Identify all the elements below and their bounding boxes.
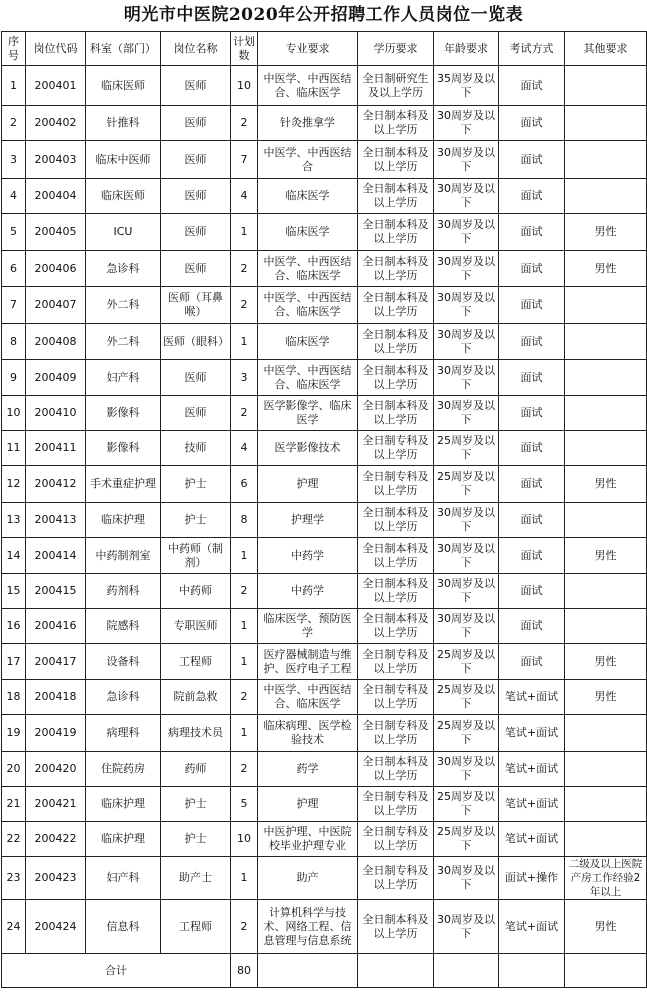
- row-no: 23: [2, 857, 26, 900]
- header-num: 计划数: [231, 32, 258, 66]
- row-exam: 笔试+面试: [499, 715, 565, 752]
- row-major: 中医学、中西医结合: [258, 141, 358, 179]
- total-empty-cell: [499, 954, 565, 988]
- table-row: [2, 857, 647, 900]
- row-post: 医师: [161, 106, 231, 141]
- row-major: 针灸推拿学: [258, 106, 358, 141]
- row-post: 工程师: [161, 644, 231, 680]
- row-age: 30周岁及以下: [434, 857, 499, 900]
- row-num: 2: [231, 900, 258, 954]
- row-num: 2: [231, 752, 258, 787]
- row-edu: 全日制本科及以上学历: [358, 106, 434, 141]
- total-empty-cell: [258, 954, 358, 988]
- row-other: [565, 324, 647, 360]
- row-major: 医疗器械制造与维护、医疗电子工程: [258, 644, 358, 680]
- row-dept: ICU: [86, 214, 161, 251]
- row-major: 护理: [258, 466, 358, 503]
- row-num: 3: [231, 360, 258, 396]
- table-row: [2, 752, 647, 787]
- row-major: 临床医学: [258, 179, 358, 214]
- row-num: 5: [231, 787, 258, 822]
- row-post: 护士: [161, 503, 231, 538]
- row-other: [565, 822, 647, 857]
- row-age: 25周岁及以下: [434, 822, 499, 857]
- row-post: 医师: [161, 66, 231, 106]
- row-no: 6: [2, 251, 26, 287]
- header-edu: 学历要求: [358, 32, 434, 66]
- row-dept: 针推科: [86, 106, 161, 141]
- row-num: 1: [231, 214, 258, 251]
- row-age: 25周岁及以下: [434, 466, 499, 503]
- row-edu: 全日制本科及以上学历: [358, 287, 434, 324]
- row-dept: 手术重症护理: [86, 466, 161, 503]
- row-edu: 全日制专科及以上学历: [358, 715, 434, 752]
- row-age: 30周岁及以下: [434, 179, 499, 214]
- row-major: 临床医学: [258, 324, 358, 360]
- row-no: 14: [2, 538, 26, 574]
- row-exam: 面试: [499, 466, 565, 503]
- row-num: 7: [231, 141, 258, 179]
- total-empty-cell: [358, 954, 434, 988]
- row-other: [565, 106, 647, 141]
- row-exam: 面试: [499, 396, 565, 431]
- row-exam: 面试: [499, 287, 565, 324]
- row-num: 2: [231, 106, 258, 141]
- row-edu: 全日制专科及以上学历: [358, 466, 434, 503]
- row-major: 护理: [258, 787, 358, 822]
- row-dept: 临床医师: [86, 179, 161, 214]
- row-major: 医学影像学、临床医学: [258, 396, 358, 431]
- table-row: [2, 900, 647, 954]
- row-no: 5: [2, 214, 26, 251]
- row-num: 10: [231, 822, 258, 857]
- row-major: 中医学、中西医结合、临床医学: [258, 680, 358, 715]
- row-dept: 影像科: [86, 396, 161, 431]
- row-edu: 全日制本科及以上学历: [358, 214, 434, 251]
- row-dept: 外二科: [86, 324, 161, 360]
- row-exam: 笔试+面试: [499, 680, 565, 715]
- row-exam: 面试: [499, 644, 565, 680]
- row-edu: 全日制本科及以上学历: [358, 900, 434, 954]
- row-age: 25周岁及以下: [434, 715, 499, 752]
- row-age: 30周岁及以下: [434, 106, 499, 141]
- row-age: 25周岁及以下: [434, 680, 499, 715]
- row-exam: 面试: [499, 574, 565, 609]
- row-major: 医学影像技术: [258, 431, 358, 466]
- row-no: 4: [2, 179, 26, 214]
- row-edu: 全日制专科及以上学历: [358, 787, 434, 822]
- row-num: 1: [231, 715, 258, 752]
- row-post: 中药师: [161, 574, 231, 609]
- row-post: 技师: [161, 431, 231, 466]
- row-no: 24: [2, 900, 26, 954]
- row-exam: 面试: [499, 324, 565, 360]
- table-row: [2, 396, 647, 431]
- row-exam: 面试: [499, 609, 565, 644]
- row-post: 医师: [161, 179, 231, 214]
- header-other: 其他要求: [565, 32, 647, 66]
- row-dept: 妇产科: [86, 857, 161, 900]
- row-post: 医师: [161, 141, 231, 179]
- row-edu: 全日制研究生及以上学历: [358, 66, 434, 106]
- row-edu: 全日制专科及以上学历: [358, 857, 434, 900]
- row-post: 助产士: [161, 857, 231, 900]
- row-no: 18: [2, 680, 26, 715]
- row-dept: 病理科: [86, 715, 161, 752]
- row-age: 30周岁及以下: [434, 538, 499, 574]
- row-num: 2: [231, 680, 258, 715]
- row-other: [565, 574, 647, 609]
- row-other: [565, 141, 647, 179]
- table-row: [2, 431, 647, 466]
- total-empty-cell: [565, 954, 647, 988]
- row-no: 10: [2, 396, 26, 431]
- row-dept: 中药制剂室: [86, 538, 161, 574]
- row-major: 中医学、中西医结合、临床医学: [258, 251, 358, 287]
- row-major: 中医学、中西医结合、临床医学: [258, 66, 358, 106]
- row-code: 200411: [26, 431, 86, 466]
- row-age: 30周岁及以下: [434, 503, 499, 538]
- row-edu: 全日制专科及以上学历: [358, 680, 434, 715]
- row-no: 11: [2, 431, 26, 466]
- row-code: 200420: [26, 752, 86, 787]
- row-num: 1: [231, 609, 258, 644]
- row-major: 药学: [258, 752, 358, 787]
- row-edu: 全日制本科及以上学历: [358, 324, 434, 360]
- header-post: 岗位名称: [161, 32, 231, 66]
- row-exam: 面试: [499, 179, 565, 214]
- row-no: 22: [2, 822, 26, 857]
- row-dept: 临床护理: [86, 822, 161, 857]
- table-row: [2, 179, 647, 214]
- row-code: 200402: [26, 106, 86, 141]
- table-row: [2, 787, 647, 822]
- row-dept: 设备科: [86, 644, 161, 680]
- header-age: 年龄要求: [434, 32, 499, 66]
- table-row: [2, 644, 647, 680]
- table-row: [2, 251, 647, 287]
- row-major: 计算机科学与技术、网络工程、信息管理与信息系统: [258, 900, 358, 954]
- row-dept: 急诊科: [86, 680, 161, 715]
- row-dept: 药剂科: [86, 574, 161, 609]
- row-post: 院前急救: [161, 680, 231, 715]
- row-code: 200404: [26, 179, 86, 214]
- row-major: 中医学、中西医结合、临床医学: [258, 287, 358, 324]
- row-no: 21: [2, 787, 26, 822]
- total-row: [2, 954, 647, 988]
- header-dept: 科室（部门）: [86, 32, 161, 66]
- row-dept: 外二科: [86, 287, 161, 324]
- row-no: 13: [2, 503, 26, 538]
- row-other: [565, 66, 647, 106]
- row-code: 200408: [26, 324, 86, 360]
- row-age: 25周岁及以下: [434, 431, 499, 466]
- row-code: 200413: [26, 503, 86, 538]
- row-edu: 全日制本科及以上学历: [358, 396, 434, 431]
- row-age: 35周岁及以下: [434, 66, 499, 106]
- table-row: [2, 214, 647, 251]
- table-row: [2, 822, 647, 857]
- row-age: 30周岁及以下: [434, 574, 499, 609]
- row-exam: 面试: [499, 503, 565, 538]
- header-row: [2, 32, 647, 66]
- row-num: 8: [231, 503, 258, 538]
- row-post: 护士: [161, 787, 231, 822]
- table-row: [2, 287, 647, 324]
- row-edu: 全日制专科及以上学历: [358, 431, 434, 466]
- row-num: 2: [231, 574, 258, 609]
- row-age: 30周岁及以下: [434, 251, 499, 287]
- table-row: [2, 609, 647, 644]
- row-code: 200424: [26, 900, 86, 954]
- table-row: [2, 360, 647, 396]
- row-exam: 笔试+面试: [499, 752, 565, 787]
- row-no: 7: [2, 287, 26, 324]
- row-other: [565, 609, 647, 644]
- row-code: 200421: [26, 787, 86, 822]
- table-row: [2, 574, 647, 609]
- row-no: 2: [2, 106, 26, 141]
- row-num: 2: [231, 287, 258, 324]
- row-exam: 面试: [499, 106, 565, 141]
- row-no: 12: [2, 466, 26, 503]
- row-major: 中药学: [258, 538, 358, 574]
- row-other: [565, 715, 647, 752]
- row-num: 1: [231, 324, 258, 360]
- row-exam: 面试: [499, 360, 565, 396]
- row-other: 男性: [565, 538, 647, 574]
- row-dept: 急诊科: [86, 251, 161, 287]
- row-num: 6: [231, 466, 258, 503]
- row-other: [565, 431, 647, 466]
- row-post: 工程师: [161, 900, 231, 954]
- row-post: 医师: [161, 396, 231, 431]
- row-code: 200407: [26, 287, 86, 324]
- table-row: [2, 715, 647, 752]
- row-edu: 全日制本科及以上学历: [358, 141, 434, 179]
- table-row: [2, 106, 647, 141]
- row-age: 30周岁及以下: [434, 752, 499, 787]
- row-age: 30周岁及以下: [434, 287, 499, 324]
- row-no: 16: [2, 609, 26, 644]
- row-edu: 全日制本科及以上学历: [358, 538, 434, 574]
- row-post: 医师（耳鼻喉）: [161, 287, 231, 324]
- row-other: 二级及以上医院产房工作经验2年以上: [565, 857, 647, 900]
- row-no: 20: [2, 752, 26, 787]
- row-no: 15: [2, 574, 26, 609]
- row-no: 19: [2, 715, 26, 752]
- row-post: 医师（眼科）: [161, 324, 231, 360]
- table-body: [2, 66, 647, 988]
- row-code: 200409: [26, 360, 86, 396]
- row-num: 1: [231, 538, 258, 574]
- row-exam: 笔试+面试: [499, 822, 565, 857]
- row-other: [565, 396, 647, 431]
- header-code: 岗位代码: [26, 32, 86, 66]
- row-code: 200415: [26, 574, 86, 609]
- row-age: 25周岁及以下: [434, 644, 499, 680]
- row-age: 30周岁及以下: [434, 324, 499, 360]
- row-major: 中医护理、中医院校毕业护理专业: [258, 822, 358, 857]
- row-post: 医师: [161, 360, 231, 396]
- table-row: [2, 466, 647, 503]
- row-exam: 面试: [499, 538, 565, 574]
- row-exam: 笔试+面试: [499, 787, 565, 822]
- row-dept: 临床中医师: [86, 141, 161, 179]
- row-edu: 全日制本科及以上学历: [358, 574, 434, 609]
- row-post: 护士: [161, 466, 231, 503]
- row-edu: 全日制本科及以上学历: [358, 179, 434, 214]
- row-other: 男性: [565, 644, 647, 680]
- row-code: 200416: [26, 609, 86, 644]
- row-edu: 全日制专科及以上学历: [358, 644, 434, 680]
- row-age: 25周岁及以下: [434, 787, 499, 822]
- row-other: [565, 360, 647, 396]
- row-code: 200418: [26, 680, 86, 715]
- row-no: 8: [2, 324, 26, 360]
- row-post: 药师: [161, 752, 231, 787]
- row-major: 临床医学: [258, 214, 358, 251]
- row-exam: 面试: [499, 214, 565, 251]
- row-exam: 面试+操作: [499, 857, 565, 900]
- row-major: 临床医学、预防医学: [258, 609, 358, 644]
- row-dept: 住院药房: [86, 752, 161, 787]
- row-age: 30周岁及以下: [434, 900, 499, 954]
- row-other: [565, 179, 647, 214]
- positions-table: [1, 31, 647, 988]
- row-post: 医师: [161, 214, 231, 251]
- row-edu: 全日制专科及以上学历: [358, 822, 434, 857]
- row-code: 200406: [26, 251, 86, 287]
- table-row: [2, 680, 647, 715]
- row-age: 30周岁及以下: [434, 396, 499, 431]
- row-code: 200410: [26, 396, 86, 431]
- row-age: 30周岁及以下: [434, 360, 499, 396]
- row-major: 护理学: [258, 503, 358, 538]
- row-age: 30周岁及以下: [434, 609, 499, 644]
- row-code: 200417: [26, 644, 86, 680]
- row-major: 助产: [258, 857, 358, 900]
- row-num: 10: [231, 66, 258, 106]
- row-code: 200423: [26, 857, 86, 900]
- row-exam: 面试: [499, 251, 565, 287]
- header-exam: 考试方式: [499, 32, 565, 66]
- row-exam: 面试: [499, 66, 565, 106]
- row-code: 200405: [26, 214, 86, 251]
- row-num: 1: [231, 857, 258, 900]
- row-dept: 妇产科: [86, 360, 161, 396]
- table-row: [2, 538, 647, 574]
- row-age: 30周岁及以下: [434, 214, 499, 251]
- row-exam: 面试: [499, 141, 565, 179]
- row-post: 专职医师: [161, 609, 231, 644]
- row-no: 1: [2, 66, 26, 106]
- row-post: 病理技术员: [161, 715, 231, 752]
- row-code: 200401: [26, 66, 86, 106]
- row-no: 3: [2, 141, 26, 179]
- row-other: 男性: [565, 680, 647, 715]
- row-code: 200412: [26, 466, 86, 503]
- row-edu: 全日制本科及以上学历: [358, 503, 434, 538]
- row-dept: 影像科: [86, 431, 161, 466]
- row-num: 2: [231, 396, 258, 431]
- row-edu: 全日制本科及以上学历: [358, 609, 434, 644]
- row-dept: 院感科: [86, 609, 161, 644]
- row-post: 护士: [161, 822, 231, 857]
- row-exam: 面试: [499, 431, 565, 466]
- row-num: 4: [231, 431, 258, 466]
- row-no: 9: [2, 360, 26, 396]
- row-edu: 全日制本科及以上学历: [358, 251, 434, 287]
- row-num: 1: [231, 644, 258, 680]
- row-post: 中药师（制剂）: [161, 538, 231, 574]
- total-value: 80: [231, 954, 258, 988]
- row-other: 男性: [565, 251, 647, 287]
- row-dept: 信息科: [86, 900, 161, 954]
- row-age: 30周岁及以下: [434, 141, 499, 179]
- table-row: [2, 324, 647, 360]
- row-code: 200422: [26, 822, 86, 857]
- row-dept: 临床医师: [86, 66, 161, 106]
- row-code: 200419: [26, 715, 86, 752]
- row-other: 男性: [565, 466, 647, 503]
- total-label: 合计: [2, 954, 231, 988]
- row-major: 中药学: [258, 574, 358, 609]
- row-num: 2: [231, 251, 258, 287]
- table-row: [2, 503, 647, 538]
- total-empty-cell: [434, 954, 499, 988]
- document-title: 明光市中医院2020年公开招聘工作人员岗位一览表: [123, 5, 524, 25]
- row-major: 临床病理、医学检验技术: [258, 715, 358, 752]
- row-other: 男性: [565, 900, 647, 954]
- header-no: 序号: [2, 32, 26, 66]
- row-edu: 全日制本科及以上学历: [358, 752, 434, 787]
- row-other: [565, 752, 647, 787]
- row-exam: 笔试+面试: [499, 900, 565, 954]
- table-row: [2, 141, 647, 179]
- row-edu: 全日制本科及以上学历: [358, 360, 434, 396]
- row-dept: 临床护理: [86, 503, 161, 538]
- row-other: [565, 503, 647, 538]
- row-post: 医师: [161, 251, 231, 287]
- header-major: 专业要求: [258, 32, 358, 66]
- row-code: 200414: [26, 538, 86, 574]
- row-other: [565, 787, 647, 822]
- row-num: 4: [231, 179, 258, 214]
- row-dept: 临床护理: [86, 787, 161, 822]
- row-code: 200403: [26, 141, 86, 179]
- table-row: [2, 66, 647, 106]
- row-other: [565, 287, 647, 324]
- row-other: 男性: [565, 214, 647, 251]
- row-major: 中医学、中西医结合、临床医学: [258, 360, 358, 396]
- row-no: 17: [2, 644, 26, 680]
